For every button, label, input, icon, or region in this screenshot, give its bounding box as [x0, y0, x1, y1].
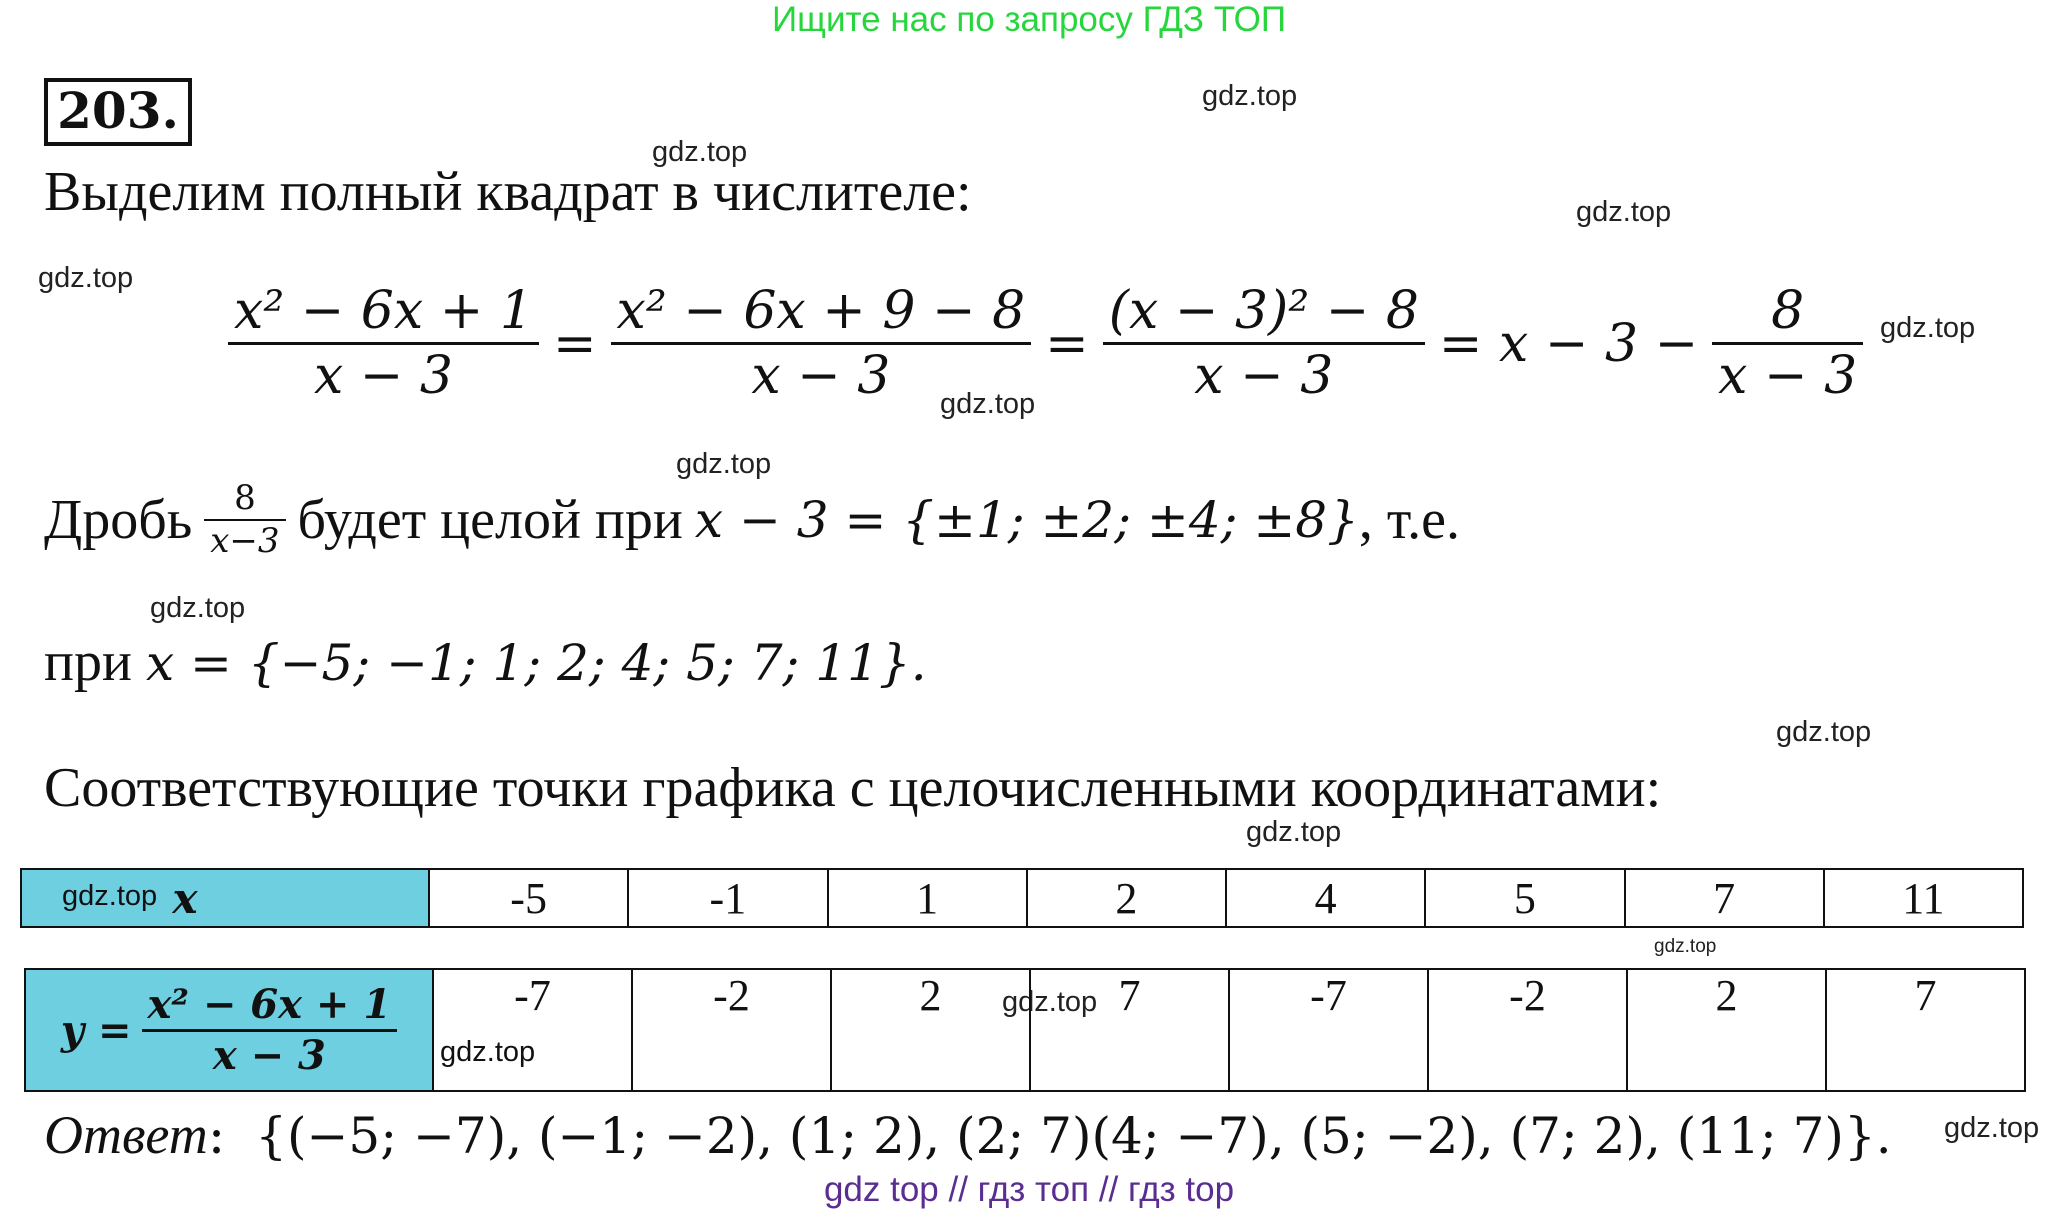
watermark: gdz.top — [940, 388, 1036, 420]
y-cell: -7 — [1229, 969, 1428, 1091]
answer-label: Ответ — [44, 1105, 208, 1165]
fraction-condition-line — [44, 478, 1460, 562]
watermark: gdz.top — [1246, 816, 1342, 848]
problem-number: 203. — [44, 78, 192, 146]
line2-suffix: , т.е. — [1358, 488, 1461, 551]
x-cell: 1 — [828, 869, 1027, 927]
watermark: gdz.top — [1654, 936, 1717, 957]
small-fraction — [204, 478, 285, 562]
search-banner: Ищите нас по запросу ГДЗ ТОП — [772, 0, 1286, 39]
fraction-3-numerator: (x − 3)² − 8 — [1108, 281, 1419, 341]
answer-line — [44, 1104, 1892, 1166]
watermark: gdz.top — [440, 1036, 536, 1068]
intro-text: Выделим полный квадрат в числителе: — [44, 161, 972, 223]
line2-prefix: Дробь — [44, 488, 193, 551]
y-cell — [433, 969, 632, 1091]
x-cell: -1 — [628, 869, 827, 927]
points-heading: Соответствующие точки графика с целочисленными координатами: — [44, 757, 1662, 819]
answer-colon: : — [207, 1106, 226, 1166]
y-formula-numerator: x² − 6x + 1 — [147, 980, 392, 1028]
x-values-set: x = {−5; −1; 1; 2; 4; 5; 7; 11}. — [145, 634, 927, 692]
y-cell: 2 — [1627, 969, 1826, 1091]
y-value: -7 — [514, 971, 551, 1020]
small-fraction-numerator: 8 — [234, 478, 256, 518]
main-equation — [228, 280, 1863, 408]
x-cell: 11 — [1824, 869, 2023, 927]
x-header-cell — [21, 869, 429, 927]
y-values-table — [24, 968, 2026, 1092]
fraction-1 — [228, 280, 539, 408]
y-cell: 7 — [1030, 969, 1229, 1091]
y-cell: 2 — [831, 969, 1030, 1091]
fraction-3-denominator: x − 3 — [1194, 346, 1334, 407]
y-cell: -2 — [632, 969, 831, 1091]
answer-value: {(−5; −7), (−1; −2), (1; 2), (2; 7)(4; −7), (5; −2), (7; 2), (11; 7)}. — [255, 1107, 1892, 1165]
x-cell: 4 — [1226, 869, 1425, 927]
equation-tail: = x − 3 − — [1438, 313, 1699, 374]
fraction-2-denominator: x − 3 — [751, 346, 891, 407]
watermark: gdz.top — [1880, 312, 1976, 344]
watermark: gdz.top — [652, 136, 748, 168]
fraction-4-denominator: x − 3 — [1718, 346, 1858, 407]
watermark: gdz.top — [38, 262, 134, 294]
y-formula-denominator: x − 3 — [212, 1031, 326, 1079]
equals-sign: = — [552, 313, 597, 374]
fraction-4-numerator: 8 — [1771, 281, 1805, 341]
y-equals: y = — [60, 1006, 132, 1054]
x-header-label: x — [172, 873, 198, 923]
small-fraction-denominator: x−3 — [210, 520, 280, 561]
y-cell: -2 — [1428, 969, 1627, 1091]
fraction-1-numerator: x² − 6x + 1 — [234, 281, 533, 341]
watermark: gdz.top — [676, 448, 772, 480]
x-cell: 5 — [1425, 869, 1624, 927]
equals-sign: = — [1045, 313, 1089, 374]
watermark: gdz.top — [150, 592, 246, 624]
watermark: gdz.top — [1002, 986, 1098, 1018]
x-cell: 7 — [1625, 869, 1824, 927]
fraction-4 — [1712, 280, 1863, 408]
watermark: gdz.top — [1202, 80, 1298, 112]
watermark: gdz.top — [1944, 1112, 2040, 1144]
x-cell: 2 — [1027, 869, 1226, 927]
watermark: gdz.top — [1576, 196, 1672, 228]
fraction-3 — [1103, 280, 1425, 408]
fraction-2 — [611, 280, 1032, 408]
fraction-1-denominator: x − 3 — [313, 346, 453, 407]
y-formula-fraction — [142, 981, 398, 1080]
line2-middle: будет целой при — [297, 488, 683, 551]
line3-prefix: при — [44, 631, 132, 693]
watermark: gdz.top — [62, 880, 158, 912]
y-header-cell — [25, 969, 433, 1091]
x-values-line — [44, 630, 927, 694]
y-cell: 7 — [1826, 969, 2025, 1091]
watermark: gdz.top — [1776, 716, 1872, 748]
x-cell: -5 — [429, 869, 628, 927]
divisor-set: x − 3 = {±1; ±2; ±4; ±8} — [694, 490, 1359, 549]
y-formula — [26, 981, 432, 1080]
footer-links: gdz top // гдз топ // гдз top — [823, 1170, 1235, 1209]
fraction-2-numerator: x² − 6x + 9 − 8 — [616, 281, 1026, 341]
x-values-table — [20, 868, 2024, 928]
